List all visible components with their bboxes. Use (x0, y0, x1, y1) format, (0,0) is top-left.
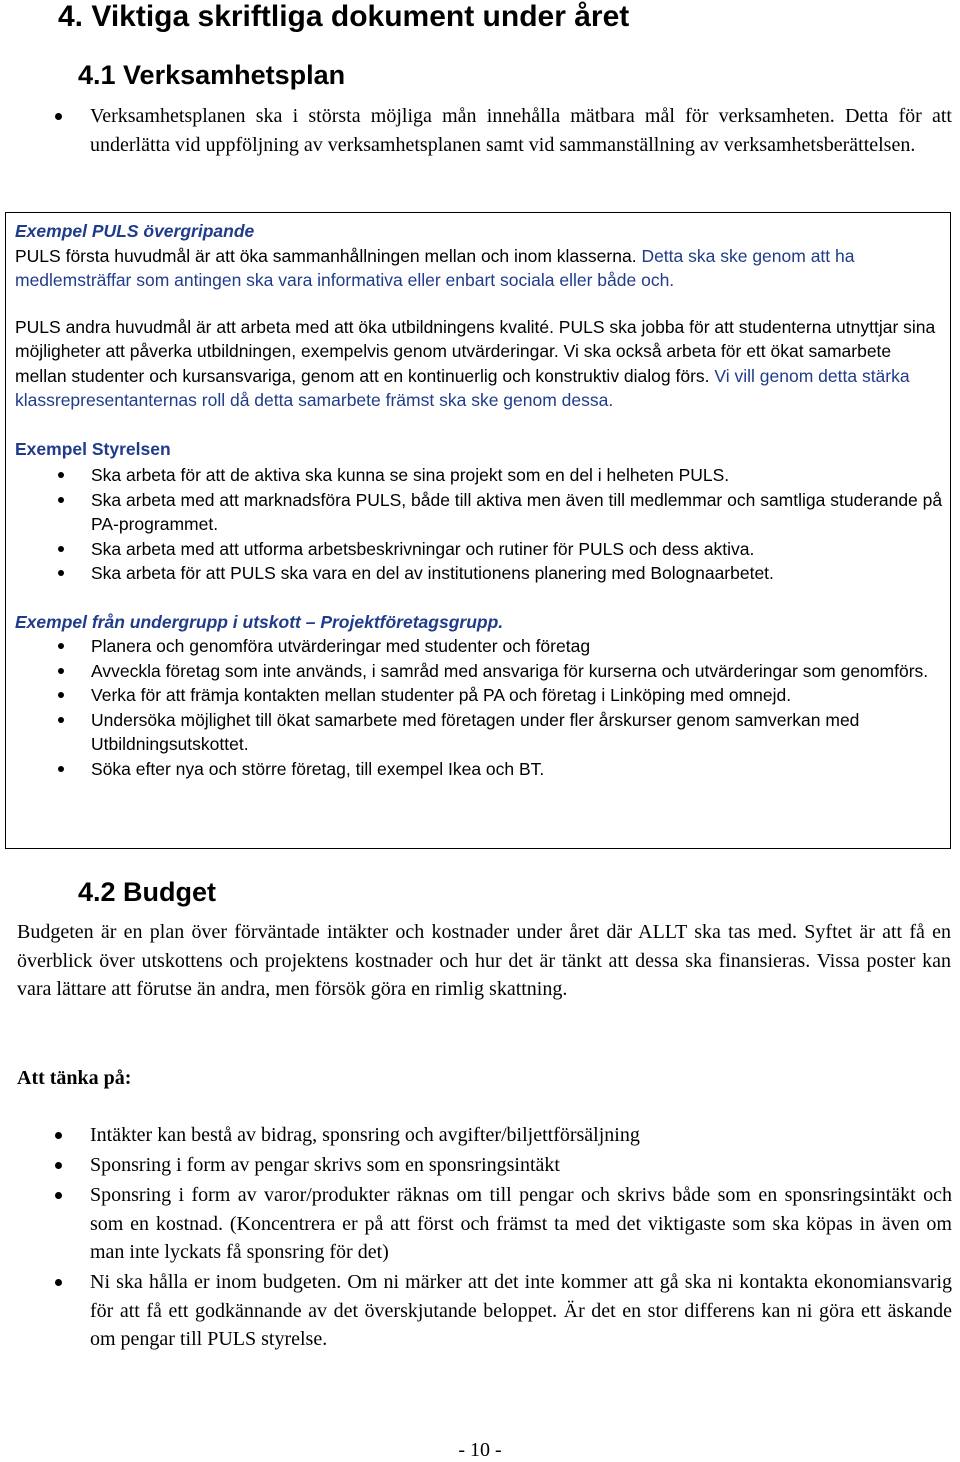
list-item: Ni ska hålla er inom budgeten. Om ni märker att det inte kommer att gå ska ni kontakta ekonomiansvarig för att få ett godkännande av det överskjutande beloppet. Är det en stor differens kan ni göra ett äskande om pengar till PULS styrelse. (0, 1268, 952, 1354)
goal-2-representatives: Vi vill genom detta stärka klassrepresentanternas roll då detta samarbete främst ska ske genom dessa. (15, 365, 910, 410)
example-subgroup-list (15, 634, 943, 781)
example-puls-paragraph-1 (15, 244, 943, 293)
budget-heading: 4.2 Budget (78, 877, 217, 907)
list-item: Sponsring i form av varor/produkter räknas om till pengar och skrivs både som en sponsringsintäkt och som en kostnad. (Koncentrera er på att först och främst ta med det viktigaste som ska köpas in även om man inte lyckats få sponsring för det) (0, 1181, 952, 1267)
page-number: - 10 - (458, 1439, 502, 1461)
think-about-label: Att tänka på: (17, 1067, 132, 1089)
verksamhetsplan-list (0, 102, 952, 159)
list-item: Ska arbeta med att utforma arbetsbeskrivningar och rutiner för PULS och dess aktiva. (15, 537, 943, 562)
goal-2-detail: PULS ska jobba för att studenterna utnyttjar sina möjligheter att påverka utbildningen, exempelvis genom utvärderingar. (15, 316, 936, 361)
list-item: Ska arbeta för att de aktiva ska kunna se sina projekt som en del i helheten PULS. (15, 463, 943, 488)
goal-2-text: PULS andra huvudmål är att arbeta med att öka utbildningens kvalité. (15, 316, 554, 337)
list-item: Undersöka möjlighet till ökat samarbete med företagen under fler årskurser genom samverkan med Utbildningsutskottet. (15, 708, 943, 757)
list-item: Planera och genomföra utvärderingar med studenter och företag (15, 634, 943, 659)
list-item: Ska arbeta med att marknadsföra PULS, både till aktiva men även till medlemmar och samtliga studerande på PA-programmet. (15, 488, 943, 537)
list-item: Sponsring i form av pengar skrivs som en sponsringsintäkt (0, 1151, 952, 1180)
budget-list (0, 1121, 952, 1355)
list-item: Ska arbeta för att PULS ska vara en del av institutionens planering med Bolognaarbetet. (15, 561, 943, 586)
verksamhetsplan-heading: 4.1 Verksamhetsplan (78, 60, 346, 90)
examples-box (5, 212, 951, 849)
example-subgroup-title: Exempel från undergrupp i utskott – Projektföretagsgrupp. (15, 611, 504, 632)
example-puls-paragraph-2 (15, 315, 943, 413)
list-item: Intäkter kan bestå av bidrag, sponsring och avgifter/biljettförsäljning (0, 1121, 952, 1150)
budget-paragraph: Budgeten är en plan över förväntade intäkter och kostnader under året där ALLT ska tas med. Syftet är att få en överblick över utskottens och projektens kostnader och hur det är tänkt att dessa ska finansieras. Vissa poster kan vara lättare att förutse än andra, men försök göra en rimlig skattning. (17, 921, 951, 1000)
list-item: Söka efter nya och större företag, till exempel Ikea och BT. (15, 757, 943, 782)
goal-2-cooperation: Vi ska också arbeta för ett ökat samarbete mellan studenter och kursansvariga, genom att en kontinuerlig och konstruktiv dialog förs. (15, 341, 892, 386)
list-item: Verka för att främja kontakten mellan studenter på PA och företag i Linköping med omnejd. (15, 683, 943, 708)
goal-1-text: PULS första huvudmål är att öka sammanhållningen mellan och inom klasserna. (15, 245, 637, 266)
example-board-title: Exempel Styrelsen (15, 438, 171, 459)
goal-1-detail: Detta ska ske genom att ha medlemsträffar som antingen ska vara informativa eller enbart sociala eller både och. (15, 245, 855, 290)
example-puls-title: Exempel PULS övergripande (15, 221, 255, 241)
section-title: 4. Viktiga skriftliga dokument under året (58, 0, 630, 33)
list-item: Avveckla företag som inte används, i samråd med ansvariga för kurserna och utvärderingar som genomförs. (15, 659, 943, 684)
list-item: Verksamhetsplanen ska i största möjliga mån innehålla mätbara mål för verksamheten. Detta för att underlätta vid uppföljning av verksamhetsplanen samt vid sammanställning av verksamhetsberättelsen. (0, 102, 952, 159)
example-board-list (15, 463, 943, 586)
